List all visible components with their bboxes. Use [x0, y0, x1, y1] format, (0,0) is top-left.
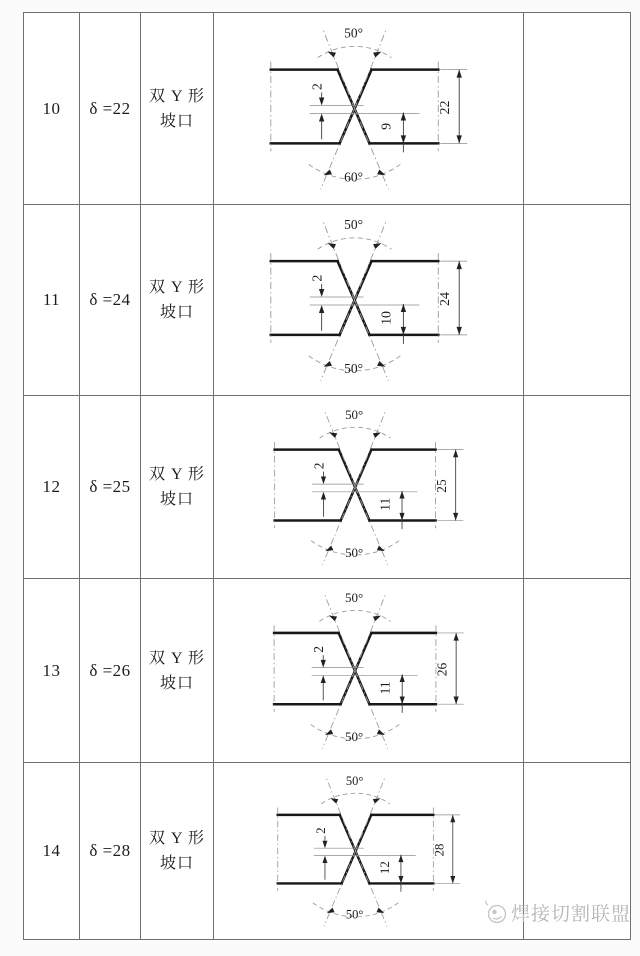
root-gap-label: 2 [311, 462, 327, 470]
row-number-cell [24, 396, 80, 579]
root-gap-label: 2 [311, 645, 327, 653]
groove-type-cell [141, 396, 214, 579]
empty-cell [524, 396, 630, 579]
thickness-label: 25 [434, 479, 450, 493]
row-number: 14 [42, 841, 61, 860]
root-depth-label: 11 [377, 497, 393, 511]
groove-type-line1: 双 Y 形 [149, 830, 205, 847]
groove-type-cell [141, 763, 214, 939]
row-number-cell [24, 13, 80, 205]
watermark [484, 899, 631, 926]
root-gap-label: 2 [310, 274, 326, 282]
groove-type-label [149, 462, 205, 512]
diagram-cell [214, 396, 524, 579]
diagram-cell [214, 763, 524, 939]
bottom-angle-label: 60° [344, 169, 363, 185]
top-angle-label: 50° [344, 25, 363, 41]
thickness-cell [80, 396, 141, 579]
groove-type-line1: 双 Y 形 [149, 87, 205, 105]
root-depth-label: 11 [377, 681, 393, 695]
thickness-label: 26 [434, 662, 450, 677]
root-depth-label: 12 [376, 861, 392, 875]
top-angle-label: 50° [345, 406, 364, 422]
groove-type-line1: 双 Y 形 [149, 279, 205, 296]
row-number: 10 [42, 98, 61, 118]
groove-type-line2: 坡口 [159, 674, 194, 692]
thickness-cell [80, 205, 141, 396]
groove-diagram [214, 396, 523, 578]
top-angle-label: 50° [344, 590, 364, 606]
empty-cell [524, 205, 630, 396]
bottom-angle-label: 50° [345, 544, 364, 560]
thickness-label: 22 [438, 100, 454, 115]
groove-type-line1: 双 Y 形 [149, 466, 205, 483]
groove-type-label [149, 826, 205, 876]
row-number: 12 [42, 477, 61, 496]
bottom-angle-label: 50° [344, 728, 364, 744]
root-depth-label: 9 [379, 122, 395, 130]
empty-cell [524, 579, 630, 763]
watermark-text: 焊接切割联盟 [511, 904, 632, 925]
groove-type-label [149, 275, 205, 325]
diagram-cell [214, 205, 524, 396]
groove-diagram [214, 205, 523, 395]
groove-type-line1: 双 Y 形 [149, 649, 205, 667]
groove-type-label [149, 84, 205, 134]
groove-type-line2: 坡口 [159, 304, 194, 321]
diagram-cell [214, 579, 524, 763]
groove-diagram [214, 13, 523, 204]
thickness-label: 24 [438, 292, 454, 306]
row-number-cell [24, 763, 80, 939]
groove-type-line2: 坡口 [159, 112, 194, 130]
thickness-value: δ =28 [89, 841, 131, 860]
groove-diagram [214, 763, 523, 939]
root-depth-label: 10 [379, 310, 395, 325]
thickness-cell [80, 579, 141, 763]
thickness-cell [80, 13, 141, 205]
groove-type-cell [141, 13, 214, 205]
groove-type-line2: 坡口 [159, 491, 194, 508]
groove-type-cell [141, 205, 214, 396]
groove-type-cell [141, 579, 214, 763]
bottom-angle-label: 50° [345, 907, 364, 922]
root-gap-label: 2 [310, 83, 326, 91]
groove-type-label [149, 646, 205, 696]
row-number-cell [24, 579, 80, 763]
thickness-label: 28 [431, 843, 447, 857]
watermark-logo-icon [484, 900, 508, 926]
groove-type-line2: 坡口 [159, 855, 194, 872]
root-gap-label: 2 [312, 827, 328, 834]
row-number: 13 [42, 660, 61, 680]
diagram-cell [214, 13, 524, 205]
thickness-value: δ =24 [89, 290, 131, 309]
thickness-value: δ =25 [89, 477, 131, 496]
row-number: 11 [42, 290, 61, 309]
bottom-angle-label: 50° [344, 360, 363, 376]
thickness-value: δ =22 [89, 98, 131, 118]
thickness-cell [80, 763, 141, 939]
groove-diagram [214, 579, 523, 762]
empty-cell [524, 13, 630, 205]
top-angle-label: 50° [345, 774, 364, 789]
top-angle-label: 50° [344, 217, 363, 233]
weld-groove-table [23, 12, 631, 940]
thickness-value: δ =26 [89, 660, 131, 680]
row-number-cell [24, 205, 80, 396]
